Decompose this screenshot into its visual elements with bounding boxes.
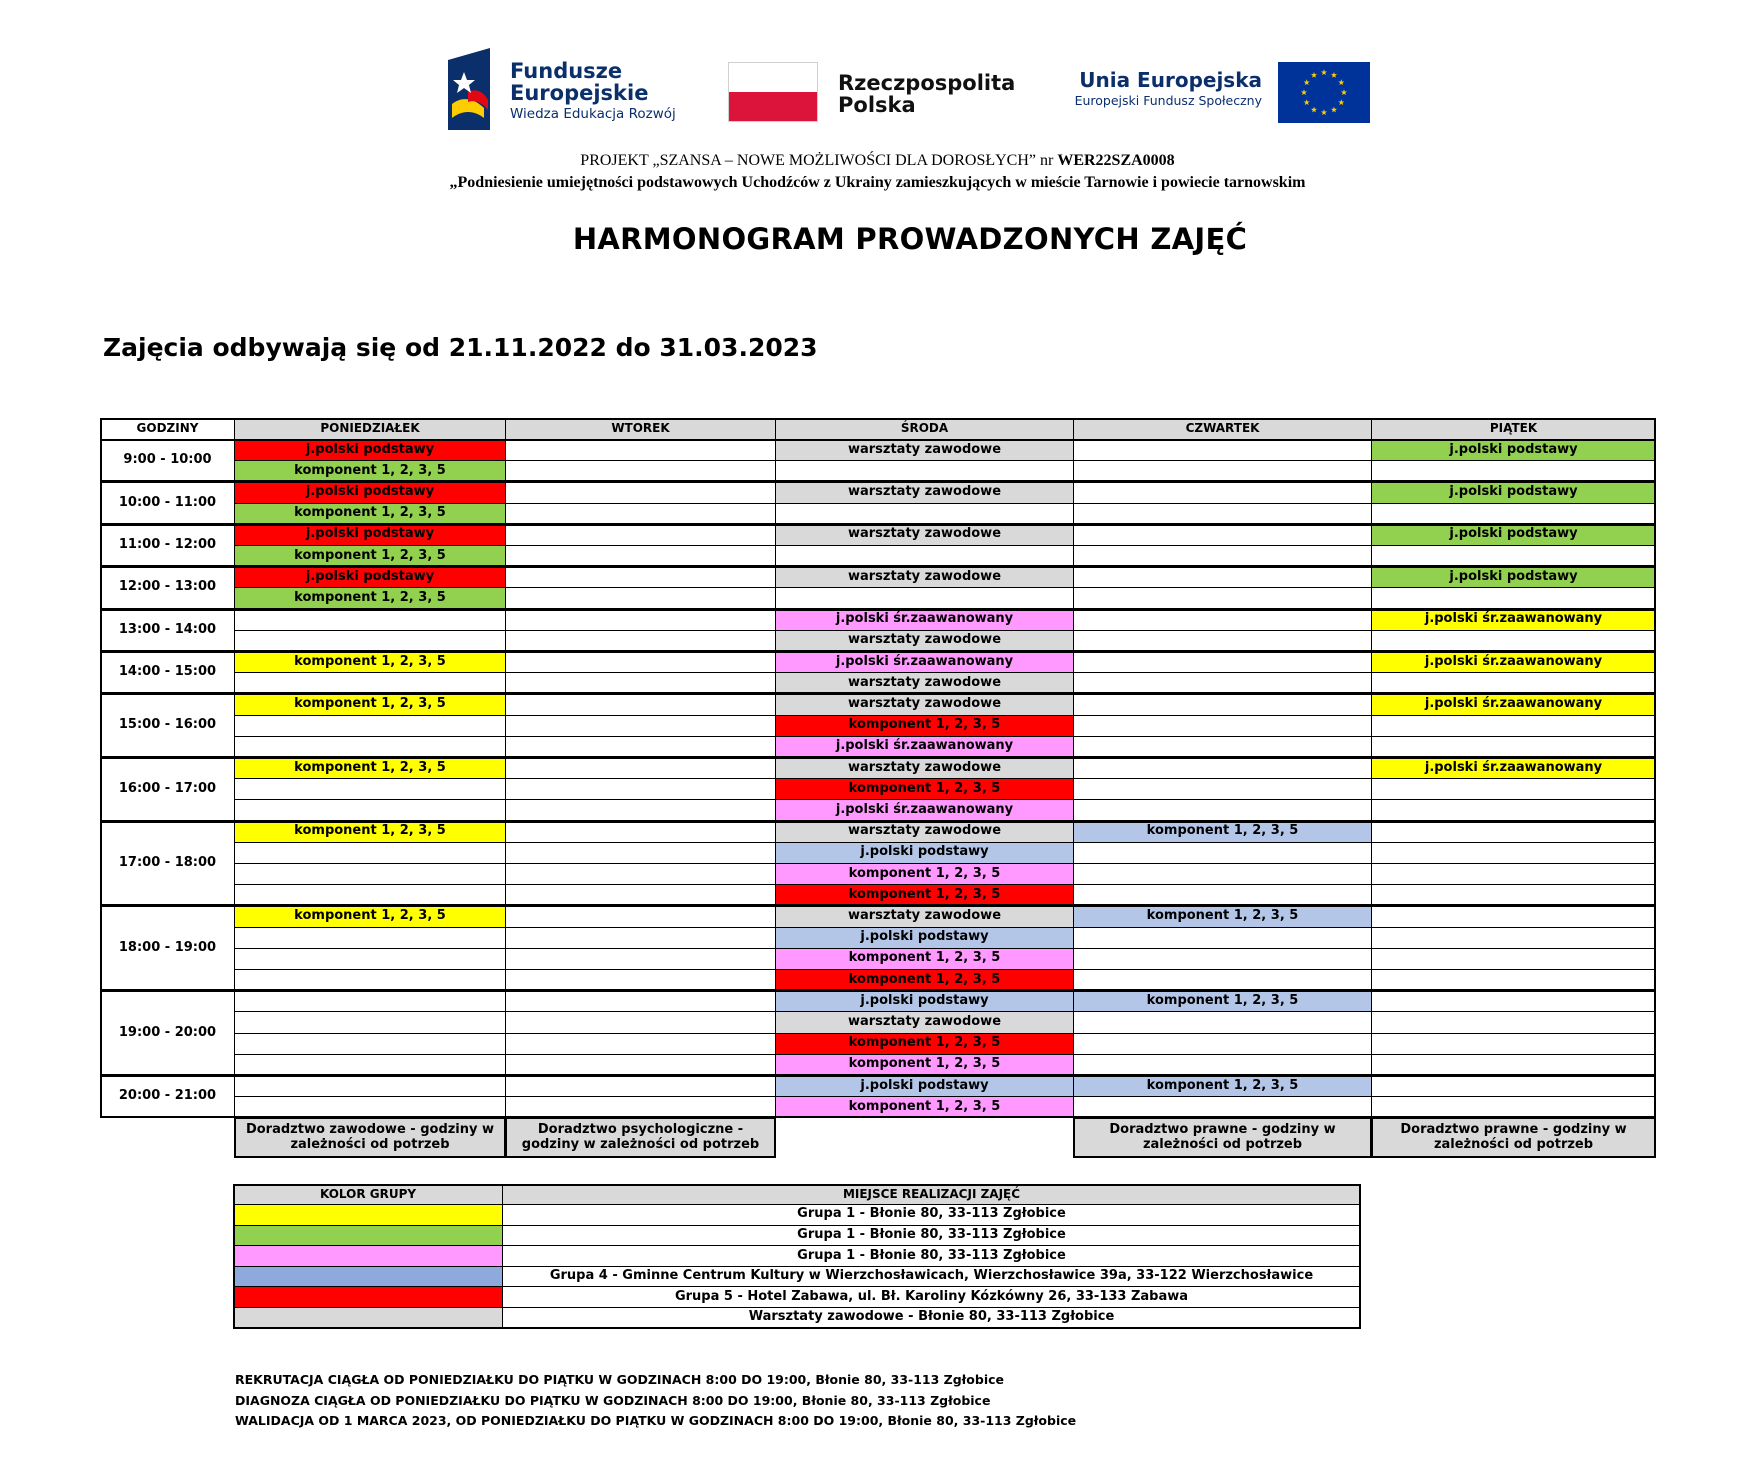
- schedule-cell: komponent 1, 2, 3, 5: [775, 884, 1074, 906]
- schedule-cell-empty: [1371, 990, 1656, 1012]
- schedule-cell-empty: [505, 736, 776, 758]
- schedule-cell-empty: [1371, 736, 1656, 758]
- rp-line1: Rzeczpospolita: [838, 71, 1016, 95]
- schedule-cell: komponent 1, 2, 3, 5: [234, 460, 506, 482]
- schedule-cell-empty: [234, 609, 506, 631]
- schedule-cell: j.polski podstawy: [775, 1075, 1074, 1097]
- schedule-cell: komponent 1, 2, 3, 5: [775, 948, 1074, 970]
- schedule-cell-empty: [1371, 672, 1656, 694]
- time-slot-label: 9:00 - 10:00: [100, 439, 235, 482]
- schedule-cell-empty: [1073, 672, 1372, 694]
- date-range: Zajęcia odbywają się od 21.11.2022 do 31.03.2023: [103, 333, 818, 362]
- schedule-cell-empty: [1073, 651, 1372, 673]
- column-header: PONIEDZIAŁEK: [234, 418, 506, 440]
- schedule-cell-empty: [234, 927, 506, 949]
- schedule-cell: komponent 1, 2, 3, 5: [234, 821, 506, 843]
- schedule-cell-empty: [1371, 545, 1656, 567]
- schedule-cell-empty: [1371, 799, 1656, 821]
- schedule-cell-empty: [505, 969, 776, 991]
- schedule-cell-empty: [505, 503, 776, 525]
- legend-color-swatch: [233, 1225, 503, 1247]
- schedule-cell: j.polski śr.zaawanowany: [775, 651, 1074, 673]
- time-slot-label: 20:00 - 21:00: [100, 1075, 235, 1118]
- schedule-cell-empty: [1371, 460, 1656, 482]
- schedule-cell: warsztaty zawodowe: [775, 566, 1074, 588]
- schedule-cell-empty: [1371, 1011, 1656, 1033]
- schedule-cell-empty: [1371, 778, 1656, 800]
- schedule-cell-empty: [505, 905, 776, 927]
- project-prefix: PROJEKT „SZANSA – NOWE MOŻLIWOŚCI DLA DOROSŁYCH” nr: [580, 152, 1058, 169]
- schedule-cell: komponent 1, 2, 3, 5: [1073, 821, 1372, 843]
- schedule-cell-empty: [234, 1033, 506, 1055]
- schedule-cell: j.polski podstawy: [1371, 566, 1656, 588]
- schedule-cell-empty: [505, 842, 776, 864]
- schedule-cell-empty: [234, 842, 506, 864]
- time-slot-label: 18:00 - 19:00: [100, 905, 235, 991]
- schedule-cell-empty: [1073, 778, 1372, 800]
- schedule-cell-empty: [505, 863, 776, 885]
- schedule-cell-empty: [1073, 863, 1372, 885]
- schedule-cell-empty: [505, 757, 776, 779]
- schedule-cell-empty: [1073, 1096, 1372, 1118]
- schedule-cell-empty: [234, 736, 506, 758]
- schedule-cell-empty: [1371, 905, 1656, 927]
- column-header: WTOREK: [505, 418, 776, 440]
- rp-line2: Polska: [838, 93, 916, 117]
- schedule-cell-empty: [234, 1011, 506, 1033]
- schedule-cell-empty: [775, 503, 1074, 525]
- footer-validation: WALIDACJA OD 1 MARCA 2023, OD PONIEDZIAŁKU DO PIĄTKU W GODZINACH 8:00 DO 19:00, Błonie 80, 33-113 Zgłobice: [235, 1413, 1077, 1428]
- schedule-cell-empty: [505, 672, 776, 694]
- schedule-cell: warsztaty zawodowe: [775, 630, 1074, 652]
- schedule-cell-empty: [505, 1011, 776, 1033]
- schedule-cell-empty: [505, 1096, 776, 1118]
- schedule-cell-empty: [505, 481, 776, 503]
- schedule-cell-empty: [234, 1096, 506, 1118]
- advisory-cell: Doradztwo prawne - godziny w zależności od potrzeb: [1073, 1117, 1372, 1158]
- rzeczpospolita-polska-logo: [728, 62, 1018, 122]
- eu-flag-icon: [1278, 62, 1370, 123]
- schedule-cell: j.polski podstawy: [234, 481, 506, 503]
- schedule-cell-empty: [1073, 1033, 1372, 1055]
- schedule-cell-empty: [234, 799, 506, 821]
- schedule-cell: warsztaty zawodowe: [775, 481, 1074, 503]
- schedule-cell-empty: [1371, 927, 1656, 949]
- schedule-cell: j.polski podstawy: [234, 439, 506, 461]
- eu-line2: Europejski Fundusz Społeczny: [1074, 93, 1262, 108]
- schedule-cell-empty: [1371, 1075, 1656, 1097]
- schedule-cell-empty: [1073, 715, 1372, 737]
- schedule-cell-empty: [234, 863, 506, 885]
- legend-table: [233, 1184, 1360, 1330]
- schedule-cell: j.polski podstawy: [234, 566, 506, 588]
- schedule-cell-empty: [1371, 842, 1656, 864]
- schedule-cell-empty: [505, 799, 776, 821]
- schedule-cell: komponent 1, 2, 3, 5: [234, 693, 506, 715]
- schedule-cell-empty: [1073, 566, 1372, 588]
- rp-text: [838, 72, 1015, 116]
- advisory-cell: Doradztwo zawodowe - godziny w zależności od potrzeb: [234, 1117, 506, 1158]
- schedule-cell: komponent 1, 2, 3, 5: [234, 545, 506, 567]
- schedule-cell-empty: [1073, 969, 1372, 991]
- schedule-cell-empty: [505, 630, 776, 652]
- footer-notes: [235, 1370, 1076, 1432]
- legend-place: Grupa 5 - Hotel Zabawa, ul. Bł. Karoliny Kózkówny 26, 33-133 Zabawa: [502, 1286, 1361, 1308]
- schedule-cell-empty: [505, 715, 776, 737]
- schedule-cell: j.polski podstawy: [775, 842, 1074, 864]
- schedule-cell-empty: [1371, 863, 1656, 885]
- legend-place: Grupa 1 - Błonie 80, 33-113 Zgłobice: [502, 1245, 1361, 1267]
- schedule-cell-empty: [505, 927, 776, 949]
- schedule-cell: komponent 1, 2, 3, 5: [234, 757, 506, 779]
- fundusze-europejskie-text: [510, 60, 676, 124]
- schedule-cell-empty: [1073, 799, 1372, 821]
- schedule-cell-empty: [1073, 460, 1372, 482]
- advisory-cell: Doradztwo prawne - godziny w zależności od potrzeb: [1371, 1117, 1656, 1158]
- schedule-cell: j.polski podstawy: [1371, 524, 1656, 546]
- schedule-cell-empty: [1371, 587, 1656, 609]
- legend-header: KOLOR GRUPY: [233, 1184, 503, 1205]
- schedule-cell: komponent 1, 2, 3, 5: [234, 651, 506, 673]
- schedule-cell: komponent 1, 2, 3, 5: [234, 587, 506, 609]
- advisory-cell: Doradztwo psychologiczne - godziny w zależności od potrzeb: [505, 1117, 776, 1158]
- legend-color-swatch: [233, 1266, 503, 1288]
- legend-header: MIEJSCE REALIZACJI ZAJĘĆ: [502, 1184, 1361, 1205]
- schedule-cell: j.polski podstawy: [1371, 439, 1656, 461]
- eu-stars-icon: [1278, 62, 1370, 123]
- time-slot-label: 16:00 - 17:00: [100, 757, 235, 822]
- schedule-cell-empty: [505, 1054, 776, 1076]
- schedule-cell-empty: [234, 990, 506, 1012]
- unia-europejska-logo: [1050, 62, 1370, 122]
- schedule-cell: komponent 1, 2, 3, 5: [1073, 905, 1372, 927]
- time-slot-label: 10:00 - 11:00: [100, 481, 235, 524]
- schedule-cell-empty: [505, 884, 776, 906]
- schedule-cell: j.polski śr.zaawanowany: [775, 736, 1074, 758]
- schedule-cell-empty: [234, 1075, 506, 1097]
- schedule-cell-empty: [234, 948, 506, 970]
- schedule-cell: warsztaty zawodowe: [775, 1011, 1074, 1033]
- schedule-cell-empty: [1073, 884, 1372, 906]
- schedule-cell: j.polski podstawy: [775, 990, 1074, 1012]
- schedule-cell: j.polski śr.zaawanowany: [1371, 609, 1656, 631]
- column-header: CZWARTEK: [1073, 418, 1372, 440]
- schedule-cell-empty: [1073, 1054, 1372, 1076]
- schedule-cell-empty: [234, 884, 506, 906]
- schedule-cell-empty: [505, 990, 776, 1012]
- schedule-cell-empty: [1073, 439, 1372, 461]
- polish-flag-icon: [728, 62, 818, 122]
- schedule-cell-empty: [234, 1054, 506, 1076]
- fe-line3: Wiedza Edukacja Rozwój: [510, 106, 676, 122]
- schedule-cell-empty: [505, 460, 776, 482]
- time-slot-label: 12:00 - 13:00: [100, 566, 235, 609]
- schedule-cell-empty: [234, 630, 506, 652]
- schedule-cell: warsztaty zawodowe: [775, 524, 1074, 546]
- eu-line1: Unia Europejska: [1079, 68, 1262, 92]
- footer-recruitment: REKRUTACJA CIĄGŁA OD PONIEDZIAŁKU DO PIĄTKU W GODZINACH 8:00 DO 19:00, Błonie 80, 33-113 Zgłobice: [235, 1372, 1005, 1387]
- schedule-cell-empty: [1073, 503, 1372, 525]
- schedule-cell: komponent 1, 2, 3, 5: [775, 863, 1074, 885]
- time-slot-label: 17:00 - 18:00: [100, 821, 235, 907]
- schedule-cell-empty: [1073, 948, 1372, 970]
- schedule-cell-empty: [1073, 481, 1372, 503]
- schedule-cell-empty: [1073, 842, 1372, 864]
- schedule-cell: j.polski śr.zaawanowany: [775, 799, 1074, 821]
- schedule-cell: warsztaty zawodowe: [775, 439, 1074, 461]
- schedule-cell: warsztaty zawodowe: [775, 905, 1074, 927]
- schedule-cell: warsztaty zawodowe: [775, 672, 1074, 694]
- schedule-cell: j.polski śr.zaawanowany: [1371, 693, 1656, 715]
- logo-bar: [0, 48, 1755, 138]
- schedule-cell-empty: [505, 566, 776, 588]
- eu-text: [1075, 68, 1262, 110]
- schedule-cell-empty: [505, 439, 776, 461]
- schedule-cell-empty: [1371, 630, 1656, 652]
- schedule-cell-empty: [505, 778, 776, 800]
- schedule-cell-empty: [505, 609, 776, 631]
- schedule-cell-empty: [234, 969, 506, 991]
- schedule-cell-empty: [1073, 609, 1372, 631]
- schedule-cell-empty: [1073, 736, 1372, 758]
- page-title: HARMONOGRAM PROWADZONYCH ZAJĘĆ: [572, 222, 1248, 256]
- schedule-cell-empty: [234, 672, 506, 694]
- schedule-cell-empty: [1073, 927, 1372, 949]
- schedule-cell: j.polski śr.zaawanowany: [1371, 651, 1656, 673]
- schedule-cell: warsztaty zawodowe: [775, 757, 1074, 779]
- schedule-cell: j.polski podstawy: [1371, 481, 1656, 503]
- schedule-cell-empty: [505, 524, 776, 546]
- fe-line1: Fundusze: [510, 59, 623, 83]
- schedule-cell: j.polski śr.zaawanowany: [1371, 757, 1656, 779]
- legend-color-swatch: [233, 1307, 503, 1329]
- schedule-cell-empty: [234, 778, 506, 800]
- schedule-cell-empty: [1073, 524, 1372, 546]
- schedule-cell-empty: [1073, 587, 1372, 609]
- schedule-cell-empty: [234, 715, 506, 737]
- schedule-table: [100, 418, 1655, 1152]
- schedule-cell-empty: [1073, 630, 1372, 652]
- schedule-cell-empty: [775, 587, 1074, 609]
- fe-line2: Europejskie: [510, 81, 649, 105]
- schedule-cell-empty: [505, 693, 776, 715]
- project-line: [0, 152, 1755, 170]
- schedule-cell-empty: [505, 948, 776, 970]
- schedule-cell-empty: [1371, 1054, 1656, 1076]
- legend-place: Warsztaty zawodowe - Błonie 80, 33-113 Zgłobice: [502, 1307, 1361, 1329]
- schedule-cell-empty: [505, 1075, 776, 1097]
- schedule-cell: komponent 1, 2, 3, 5: [775, 778, 1074, 800]
- schedule-cell-empty: [1073, 545, 1372, 567]
- schedule-cell: j.polski podstawy: [775, 927, 1074, 949]
- schedule-cell-empty: [1371, 1096, 1656, 1118]
- schedule-cell: warsztaty zawodowe: [775, 693, 1074, 715]
- column-header: ŚRODA: [775, 418, 1074, 440]
- schedule-cell-empty: [1371, 1033, 1656, 1055]
- schedule-cell: j.polski podstawy: [234, 524, 506, 546]
- project-subtitle: „Podniesienie umiejętności podstawowych Uchodźców z Ukrainy zamieszkujących w mieście Tarnowie i powiecie tarnowskim: [449, 174, 1306, 191]
- schedule-cell-empty: [775, 460, 1074, 482]
- schedule-cell: komponent 1, 2, 3, 5: [775, 1096, 1074, 1118]
- schedule-cell-empty: [1371, 503, 1656, 525]
- schedule-cell: komponent 1, 2, 3, 5: [234, 503, 506, 525]
- fundusze-europejskie-logo: [448, 48, 678, 132]
- schedule-cell: komponent 1, 2, 3, 5: [775, 715, 1074, 737]
- schedule-cell-empty: [505, 587, 776, 609]
- schedule-cell-empty: [505, 821, 776, 843]
- schedule-cell-empty: [1073, 1011, 1372, 1033]
- schedule-cell: j.polski śr.zaawanowany: [775, 609, 1074, 631]
- time-slot-label: 14:00 - 15:00: [100, 651, 235, 694]
- schedule-cell-empty: [1371, 969, 1656, 991]
- legend-color-swatch: [233, 1204, 503, 1226]
- schedule-cell-empty: [1371, 715, 1656, 737]
- schedule-cell: komponent 1, 2, 3, 5: [234, 905, 506, 927]
- time-slot-label: 15:00 - 16:00: [100, 693, 235, 758]
- time-slot-label: 13:00 - 14:00: [100, 609, 235, 652]
- project-number: WER22SZA0008: [1057, 152, 1175, 169]
- fundusze-europejskie-emblem-icon: [448, 48, 498, 130]
- schedule-cell: komponent 1, 2, 3, 5: [1073, 1075, 1372, 1097]
- schedule-cell-empty: [505, 1033, 776, 1055]
- schedule-cell-empty: [1371, 821, 1656, 843]
- legend-color-swatch: [233, 1245, 503, 1267]
- time-slot-label: 11:00 - 12:00: [100, 524, 235, 567]
- schedule-cell-empty: [1371, 884, 1656, 906]
- schedule-cell: komponent 1, 2, 3, 5: [775, 969, 1074, 991]
- column-header: GODZINY: [100, 418, 235, 440]
- legend-place: Grupa 1 - Błonie 80, 33-113 Zgłobice: [502, 1204, 1361, 1226]
- schedule-cell: warsztaty zawodowe: [775, 821, 1074, 843]
- schedule-cell-empty: [1371, 948, 1656, 970]
- schedule-cell-empty: [1073, 693, 1372, 715]
- schedule-cell-empty: [505, 651, 776, 673]
- schedule-cell: komponent 1, 2, 3, 5: [1073, 990, 1372, 1012]
- legend-place: Grupa 1 - Błonie 80, 33-113 Zgłobice: [502, 1225, 1361, 1247]
- footer-diagnosis: DIAGNOZA CIĄGŁA OD PONIEDZIAŁKU DO PIĄTKU W GODZINACH 8:00 DO 19:00, Błonie 80, 33-113 Zgłobice: [235, 1392, 991, 1408]
- schedule-cell: komponent 1, 2, 3, 5: [775, 1054, 1074, 1076]
- schedule-cell-empty: [775, 545, 1074, 567]
- schedule-cell-empty: [505, 545, 776, 567]
- schedule-cell: komponent 1, 2, 3, 5: [775, 1033, 1074, 1055]
- legend-color-swatch: [233, 1286, 503, 1308]
- time-slot-label: 19:00 - 20:00: [100, 990, 235, 1076]
- column-header: PIĄTEK: [1371, 418, 1656, 440]
- legend-place: Grupa 4 - Gminne Centrum Kultury w Wierzchosławicach, Wierzchosławice 39a, 33-122 Wierzchosławice: [502, 1266, 1361, 1288]
- schedule-cell-empty: [1073, 757, 1372, 779]
